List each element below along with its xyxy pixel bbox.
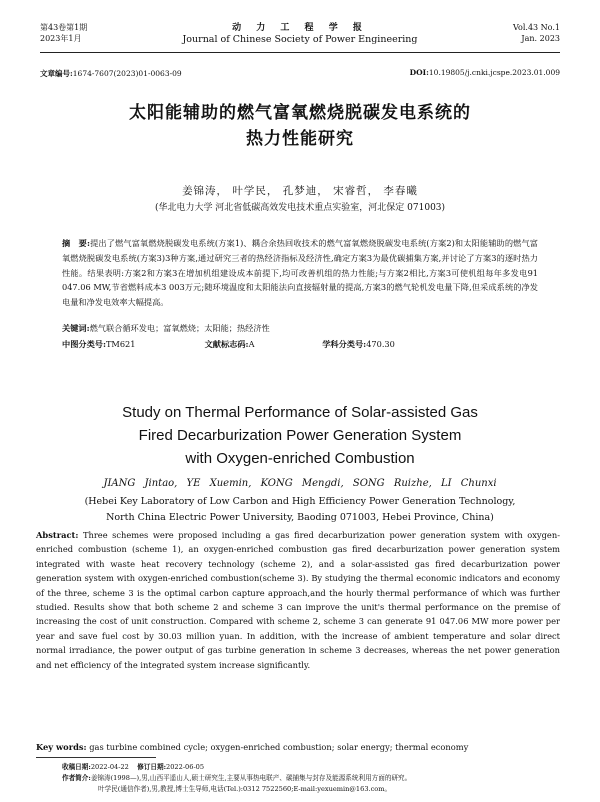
corresponding-text: 男,教授,博士生导师,电话(Tel.):0312 7522560;E-mail:yexuemin@163.com。 (151, 785, 392, 793)
document-code-value: A (248, 339, 255, 349)
date-cn: 2023年1月 (40, 34, 82, 43)
chinese-affiliation: (华北电力大学 河北省低碳高效发电技术重点实验室，河北保定 071003) (154, 203, 446, 213)
english-affiliation-line-1: (Hebei Key Laboratory of Low Carbon and High Efficiency Power Generation Technology, (84, 496, 516, 507)
english-affiliation (0, 494, 600, 526)
chinese-title-line-1: 太阳能辅助的燃气富氧燃烧脱碳发电系统的 (129, 103, 471, 123)
footnote (62, 762, 560, 795)
author-bio-label: 作者简介: (62, 774, 91, 782)
footnote-rule (36, 757, 156, 758)
received-date: 2022-04-22 (90, 763, 129, 771)
english-title-line-1: Study on Thermal Performance of Solar-assisted Gas (122, 404, 478, 421)
received-label: 收稿日期: (62, 763, 91, 771)
english-authors: JIANG Jintao, YE Xuemin, KONG Mengdi, SONG Ruizhe, LI Chunxi (103, 478, 497, 489)
author-bio-text: 姜锦涛(1998—),男,山西平遥山人,硕士研究生,主要从事热电联产、碳捕集与封存及能源系统利用方面的研究。 (90, 774, 412, 782)
footnote-corresponding (62, 784, 560, 795)
document-code-label: 文献标志码: (204, 339, 249, 349)
revised-date: 2022-06-05 (166, 763, 205, 771)
corresponding-label: 叶学民(通信作者), (98, 785, 152, 793)
english-keywords-label: Key words: (36, 742, 87, 752)
footnote-author-bio (62, 773, 560, 784)
article-number-value: 1674-7607(2023)01-0063-09 (72, 69, 182, 78)
header-center (40, 22, 560, 46)
chinese-keywords-text: 燃气联合循环发电；富氧燃烧；太阳能；热经济性 (89, 323, 270, 333)
document-code (205, 339, 320, 350)
running-header (40, 22, 560, 52)
subject-code-value: 470.30 (366, 339, 395, 349)
english-title-line-3: with Oxygen-enriched Combustion (185, 450, 415, 467)
subject-code-label: 学科分类号: (322, 339, 367, 349)
footnote-dates (62, 762, 560, 773)
doi-label: DOI: (409, 68, 429, 77)
english-keywords-text: gas turbine combined cycle; oxygen-enriched combustion; solar energy; thermal economy (89, 742, 469, 752)
chinese-title-line-2: 热力性能研究 (246, 129, 354, 149)
english-abstract-text: Three schemes were proposed including a gas fired decarburization power generation system with oxygen-enriched combustion (scheme 1), an oxygen-enriched combustion gas fired decarburization power generation system integrated with waste heat recovery technology (scheme 2), and a solar-assisted gas fired decarburization power generation system with oxygen-enriched combustion(scheme 3). By studying the thermal economic indicators and economy of the three, scheme 3 is the optimal carbon capture approach,and the hourly thermal performance of which was further studied. Results show that both scheme 2 and scheme 3 can improve the unit's thermal performance on the premise of increasing the cost of unit construction. Compared with scheme 2, scheme 3 can generate 91 047.06 MW more power per year and save fuel cost by 30.03 million yuan. In addition, with the increase of ambient temperature and solar direct normal irradiance, the power output of gas turbine generation in scheme 3 decreases, whereas the net power generation and net efficiency of the integrated system increase significantly. (36, 530, 560, 670)
chinese-keywords (62, 323, 538, 334)
volume-cn: 第43卷第1期 (40, 23, 88, 32)
volume-en: Vol.43 No.1 (513, 23, 560, 32)
chinese-abstract-text: 提出了燃气富氧燃烧脱碳发电系统(方案1)、耦合余热回收技术的燃气富氧燃烧脱碳发电系统(方案2)和太阳能辅助的燃气富氧燃烧脱碳发电系统(方案3)3种方案,通过研究三者的热经济指标及经济性,确定方案3为最优碳捕集方案,并讨论了方案3的逐时热力性能。结果表明:方案2和方案3在增加机组建设成本前提下,均可改善机组的热力性能;与方案2相比,方案3可使机组每年多发电91 047.06 MW,节省燃料成本3 003万元;随环境温度和太阳能法向直接辐射量的提高,方案3的燃气轮机发电量下降,但采成系统的净发电量和净发电效率大幅提高。 (62, 238, 538, 308)
clc-number (62, 339, 202, 350)
english-keywords (36, 742, 560, 752)
english-title (0, 401, 600, 470)
english-abstract-label: Abstract: (36, 530, 79, 540)
chinese-abstract (62, 236, 538, 310)
journal-name-en: Journal of Chinese Society of Power Engineering (182, 34, 418, 45)
clc-value: TM621 (105, 339, 136, 349)
journal-name-cn: 动 力 工 程 学 报 (232, 23, 368, 33)
english-affiliation-line-2: North China Electric Power University, Baoding 071003, Hebei Province, China) (106, 512, 494, 523)
chinese-abstract-label: 摘 要: (62, 238, 90, 248)
english-title-line-2: Fired Decarburization Power Generation System (138, 427, 462, 444)
article-number (40, 68, 182, 79)
classification-line (62, 339, 538, 350)
chinese-authors: 姜锦涛， 叶学民， 孔梦迪， 宋睿哲， 李春曦 (182, 185, 418, 197)
article-number-label: 文章编号: (40, 69, 73, 78)
english-abstract (36, 528, 560, 672)
chinese-keywords-label: 关键词: (62, 323, 90, 333)
subject-code (322, 339, 395, 350)
revised-label: 修订日期: (137, 763, 167, 771)
header-right (513, 22, 560, 44)
clc-label: 中图分类号: (62, 339, 106, 349)
doi (410, 68, 560, 77)
chinese-title (0, 100, 600, 152)
doi-value: 10.19805/j.cnki.jcspe.2023.01.009 (428, 68, 560, 77)
date-en: Jan. 2023 (521, 34, 560, 43)
header-rule (40, 52, 560, 53)
